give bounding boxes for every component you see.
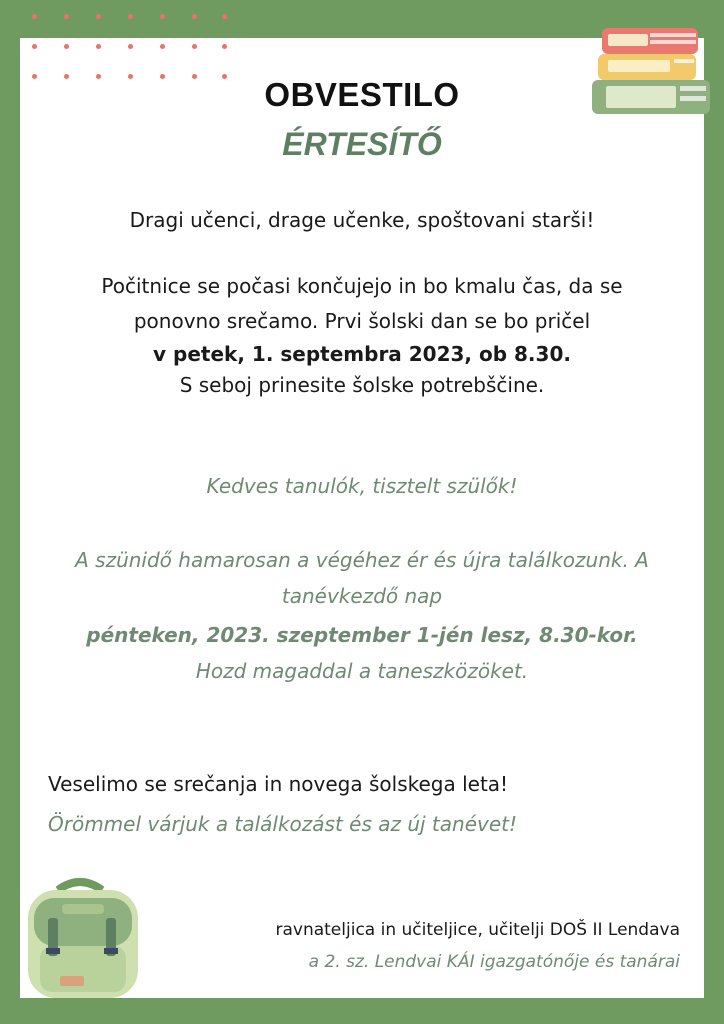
sl-greeting: Dragi učenci, drage učenke, spoštovani starši!	[129, 208, 595, 232]
sl-line-2: ponovno srečamo. Prvi šolski dan se bo pričel	[133, 309, 591, 333]
hu-date-line: pénteken, 2023. szeptember 1-jén lesz, 8.30-kor.	[86, 623, 638, 647]
signature-hu: a 2. sz. Lendvai KÁI igazgatónője és tanárai	[308, 952, 680, 972]
hu-line-1: A szünidő hamarosan a végéhez ér és újra találkozunk. A	[75, 548, 649, 572]
hu-greeting: Kedves tanulók, tisztelt szülők!	[206, 474, 518, 498]
closing-sl: Veselimo se srečanja in novega šolskega leta!	[48, 772, 509, 796]
page-title: OBVESTILO	[264, 76, 460, 113]
signature-sl: ravnateljica in učiteljice, učitelji DOŠ II Lendava	[275, 920, 680, 940]
backpack-illustration	[18, 876, 148, 998]
sl-line-4: S seboj prinesite šolske potrebščine.	[179, 373, 545, 397]
sl-date-line: v petek, 1. septembra 2023, ob 8.30.	[153, 342, 571, 366]
hu-line-4: Hozd magaddal a taneszközöket.	[195, 659, 529, 683]
sl-line-1: Počitnice se počasi končujejo in bo kmalu čas, da se	[101, 274, 623, 298]
page-subtitle: ÉRTESÍTŐ	[282, 126, 442, 162]
closing-hu: Örömmel várjuk a találkozást és az új tanévet!	[48, 812, 518, 836]
hu-line-2: tanévkezdő nap	[281, 584, 443, 608]
notice-card	[20, 38, 704, 998]
